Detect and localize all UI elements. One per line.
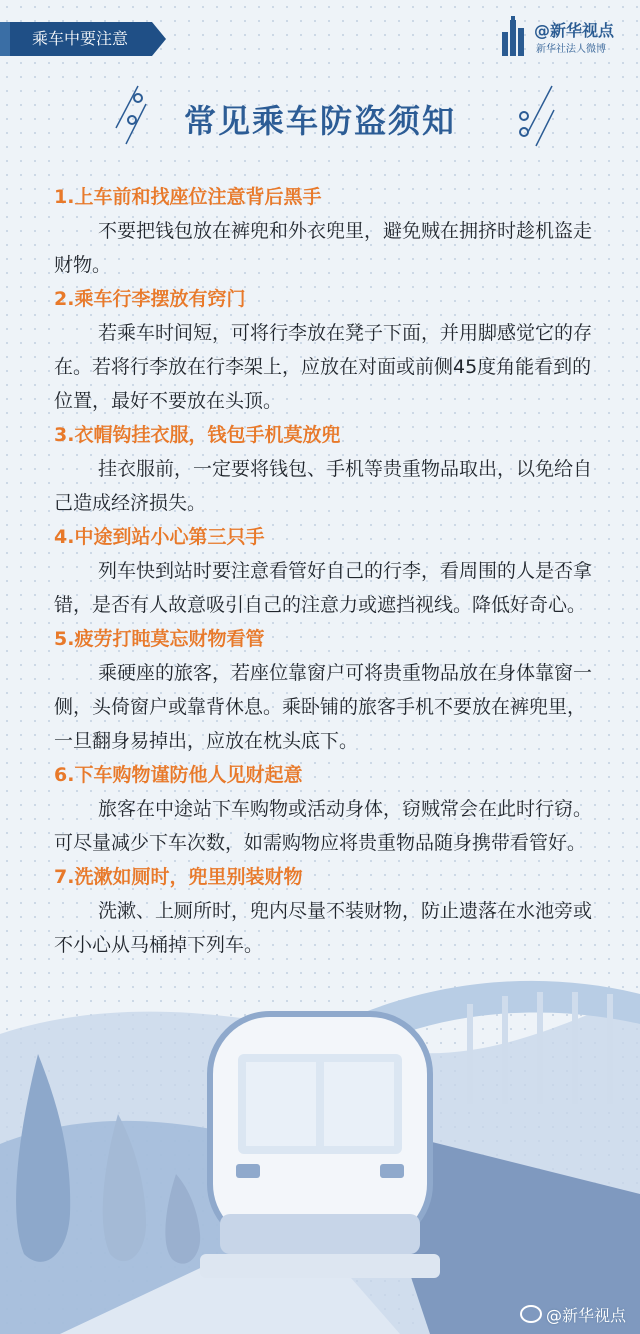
tip-7	[54, 860, 594, 962]
category-tag: 乘车中要注意	[0, 22, 152, 56]
tip-body: 列车快到站时要注意看管好自己的行李，看周围的人是否拿错，是否有人故意吸引自己的注意力或遮挡视线。降低好奇心。	[54, 560, 593, 616]
brand-logo	[498, 16, 620, 56]
weibo-watermark	[520, 1303, 626, 1326]
train-illustration	[0, 954, 640, 1334]
tips-list	[54, 180, 594, 962]
tip-3	[54, 418, 594, 520]
tip-4	[54, 520, 594, 622]
tip-body: 挂衣服前，一定要将钱包、手机等贵重物品取出，以免给自己造成经济损失。	[54, 458, 593, 514]
page-title: 常见乘车防盗须知	[183, 102, 456, 140]
tip-1	[54, 180, 594, 282]
tip-heading: 5.疲劳打盹莫忘财物看管	[54, 628, 265, 650]
brand-subtitle: 新华社法人微博	[536, 44, 606, 55]
tip-heading: 1.上车前和找座位注意背后黑手	[54, 186, 322, 208]
tip-heading: 2.乘车行李摆放有窍门	[54, 288, 246, 310]
tip-body: 旅客在中途站下车购物或活动身体，窃贼常会在此时行窃。可尽量减少下车次数，如需购物应将贵重物品随身携带看管好。	[54, 798, 593, 854]
tip-6	[54, 758, 594, 860]
watermark-text: @新华视点	[545, 1306, 626, 1325]
brand-name: @新华视点	[534, 21, 615, 40]
xinhua-building-icon	[498, 16, 532, 56]
tip-body: 洗漱、上厕所时，兜内尽量不装财物，防止遗落在水池旁或不小心从马桶掉下列车。	[54, 900, 593, 956]
tip-body: 乘硬座的旅客，若座位靠窗户可将贵重物品放在身体靠窗一侧，头倚窗户或靠背休息。乘卧铺的旅客手机不要放在裤兜里，一旦翻身易掉出，应放在枕头底下。	[54, 662, 593, 752]
tip-heading: 7.洗漱如厕时，兜里别装财物	[54, 866, 303, 888]
tip-heading: 6.下车购物谨防他人见财起意	[54, 764, 303, 786]
tip-2	[54, 282, 594, 418]
tip-heading: 4.中途到站小心第三只手	[54, 526, 265, 548]
weibo-icon	[520, 1305, 542, 1323]
tip-body: 不要把钱包放在裤兜和外衣兜里，避免贼在拥挤时趁机盗走财物。	[54, 220, 593, 276]
tip-body: 若乘车时间短，可将行李放在凳子下面，并用脚感觉它的存在。若将行李放在行李架上，应放在对面或前侧45度角能看到的位置，最好不要放在头顶。	[54, 322, 593, 412]
tip-5	[54, 622, 594, 758]
tip-heading: 3.衣帽钩挂衣服，钱包手机莫放兜	[54, 424, 341, 446]
